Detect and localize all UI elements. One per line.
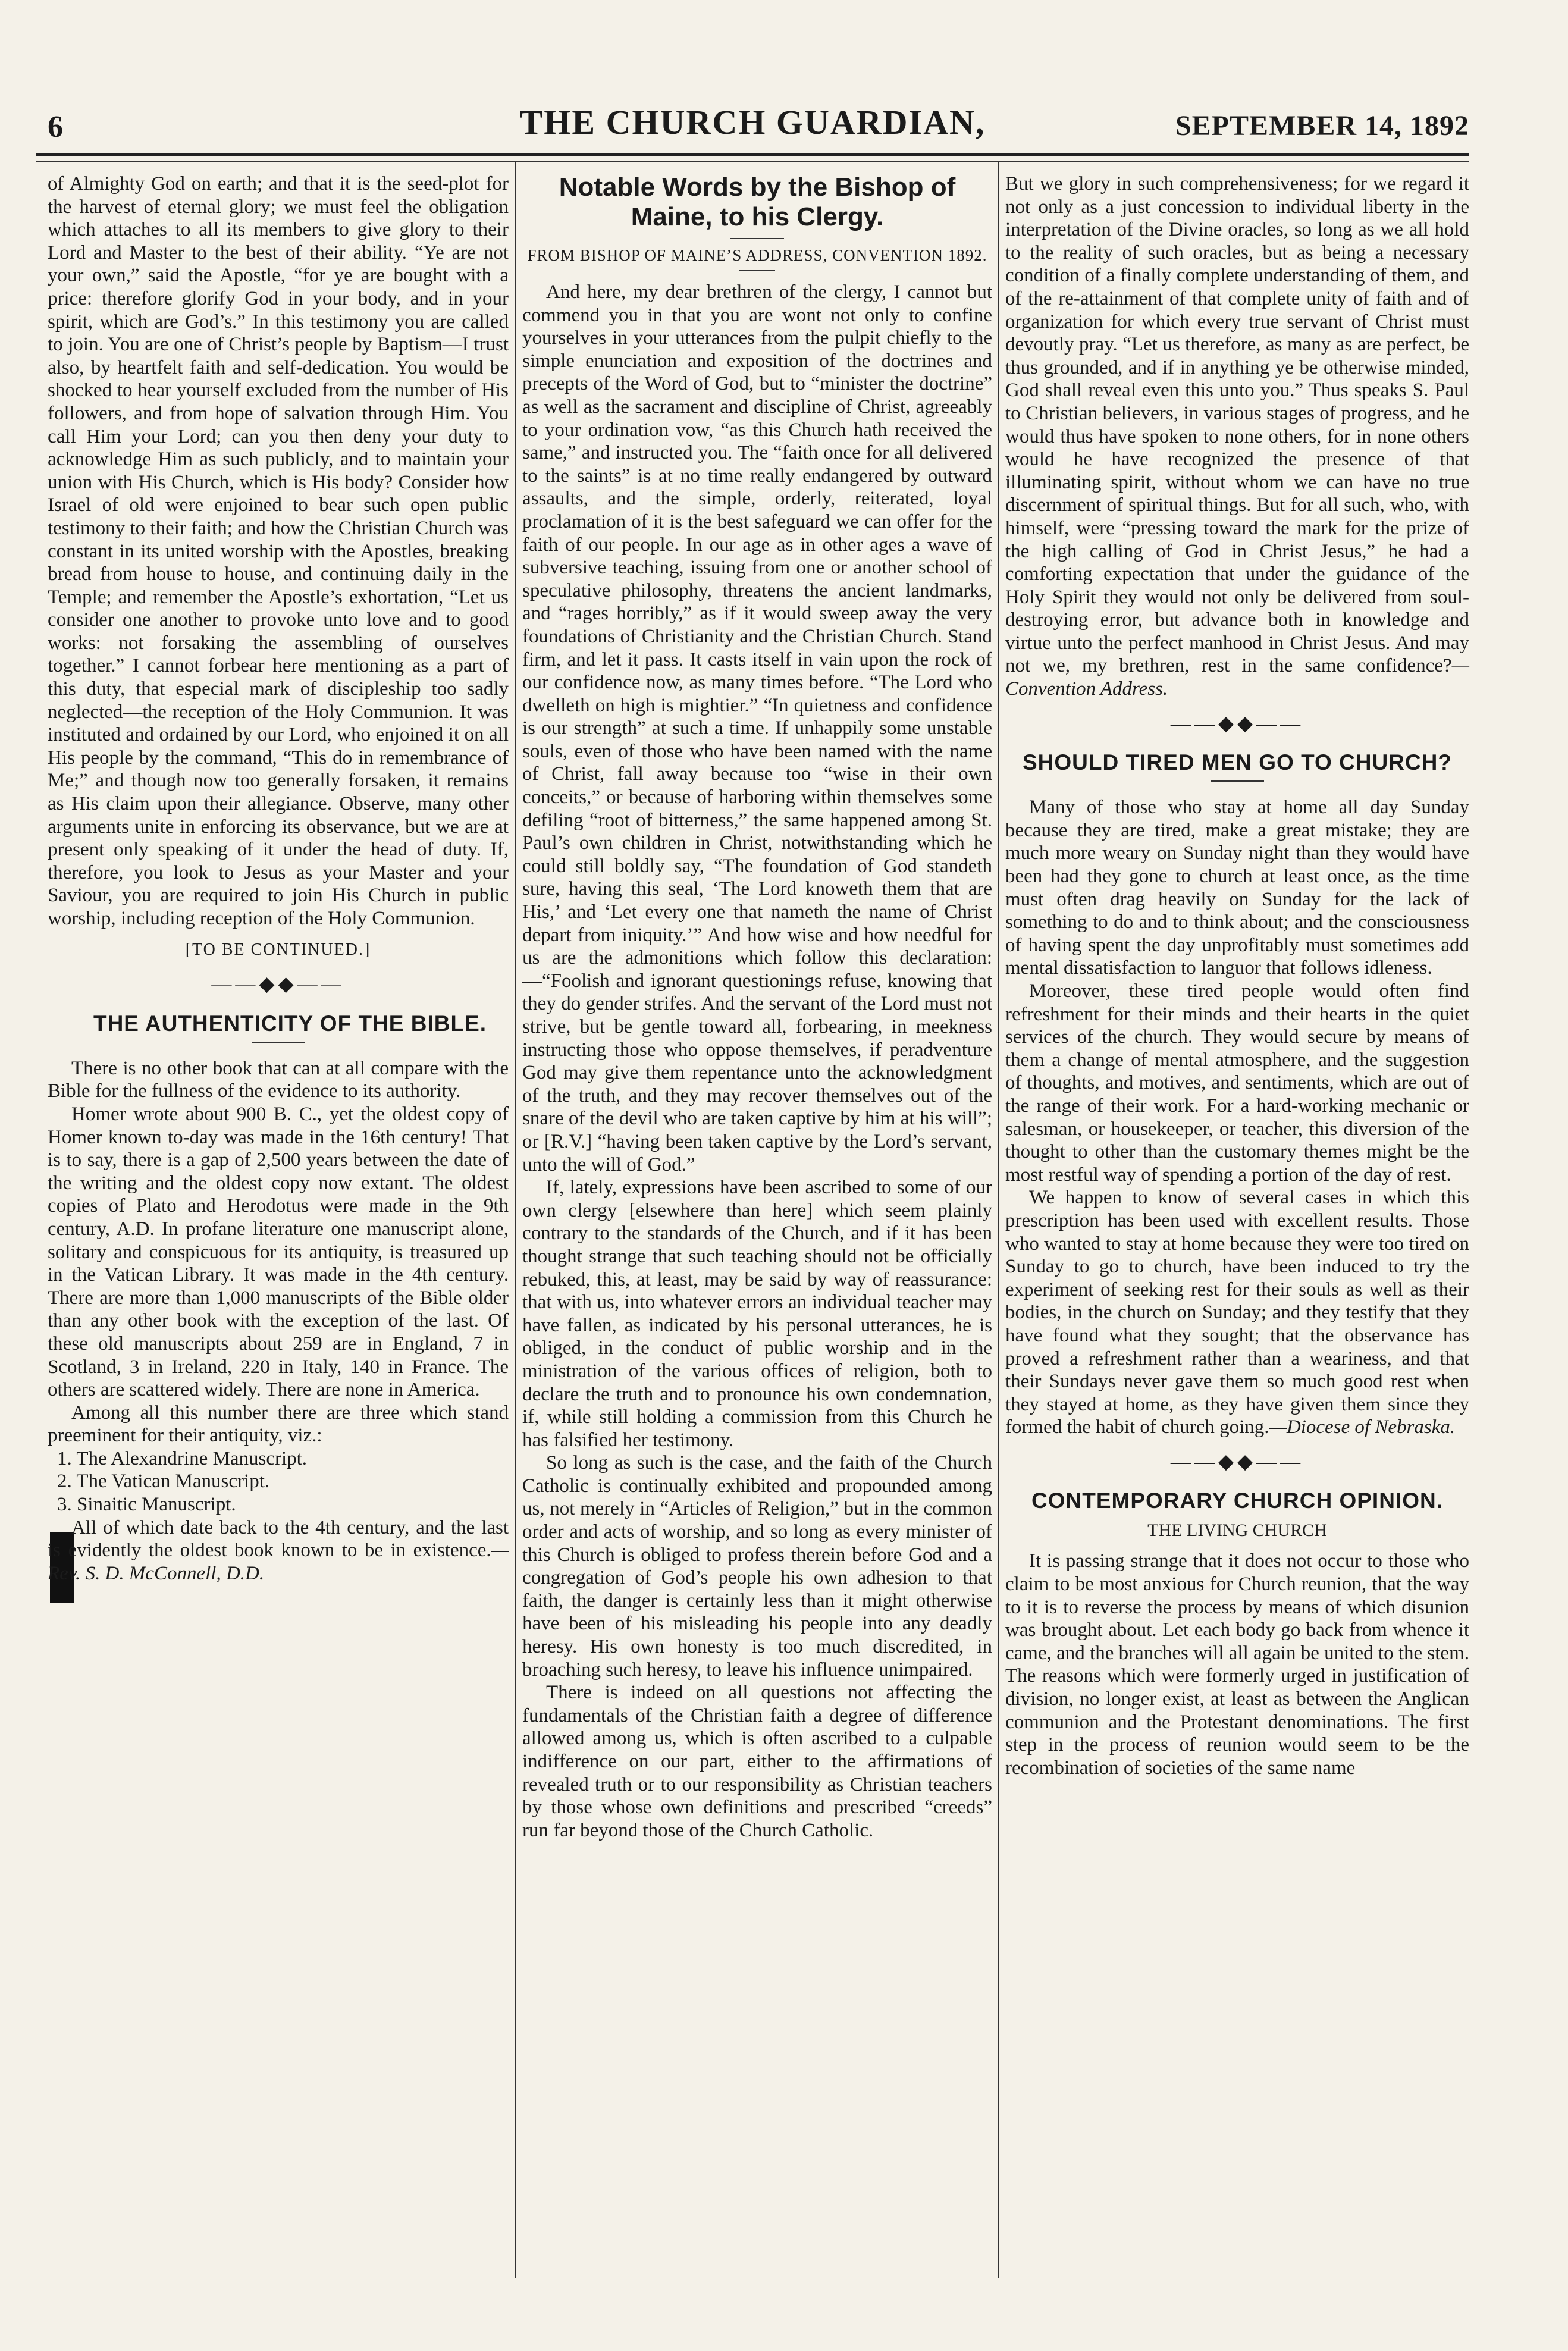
article-paragraph: Homer wrote about 900 B. C., yet the oldest copy of Homer known to-day was made in the 16th century! That is to say, there is a gap of 2,500 years between the date of the writing and the oldest copy now extant. The oldest copies of Plato and Herodotus were made in the 9th century, A.D. In profane literature one manuscript alone, solitary and conspicuous for its antiquity, is treasured up in the Vatican Library. It was made in the 4th century. There are more than 1,000 manuscripts of the Bible older than any other book with the exception of the last. Of these old manuscripts about 259 are in England, 7 in Scotland, 3 in Ireland, 220 in Italy, 140 in France. The others are scattered widely. There are none in America. <box>48 1103 509 1401</box>
column-3 <box>1005 173 1469 1779</box>
article-paragraph <box>48 1516 509 1585</box>
attribution: —Convention Address. <box>1005 655 1469 700</box>
article-paragraph: So long as such is the case, and the faith of the Church Catholic is continually exhibited and propounded among us, not merely in “Articles of Religion,” but in the common order and acts of worship, and so long as every minister of this Church is obliged to profess therein before God and a congregation of God’s people his own adhesion to that faith, the danger is certainly less than it might otherwise have been of his misleading his people into any deadly heresy. His own honesty is too much discredited, in broaching such heresy, to leave his influence unimpaired. <box>522 1452 992 1681</box>
column-2 <box>522 173 992 1842</box>
article-paragraph: There is no other book that can at all compare with the Bible for the fullness of the evidence to its authority. <box>48 1057 509 1102</box>
paragraph-text: But we glory in such comprehensiveness; for we regard it not only as a just concession to individual liberty in the interpretation of the Divine oracles, so long as we all hold to the reality of such oracles, but as being a necessary condition of a finally complete understanding of them, and of the re-attainment of that complete unity of faith and of organization for which every true servant of Christ must devoutly pray. “Let us therefore, as many as are perfect, be thus grounded, and if in anything ye be otherwise minded, God shall reveal even this unto you.” Thus speaks S. Paul to Christian believers, in various stages of progress, and he would thus have spoken to none others, for in none others would he have recognized the presence of that illuminating spirit, without whom we can have no true discernment of spiritual things. But for all such, who, with himself, were “pressing toward the mark for the prize of the high calling of God in Christ Jesus,” he had a comforting expectation that under the guidance of the Holy Spirit they would not only be delivered from soul-destroying error, but advance both in knowledge and virtue unto the perfect manhood in Christ Jesus. And may not we, my brethren, rest in the same confidence? <box>1005 173 1469 677</box>
article-paragraph: There is indeed on all questions not affecting the fundamentals of the Christian faith a degree of difference allowed among us, which is often ascribed to a culpable indifference on our part, either to the affirmations of revealed truth or to our responsibility as Christian teachers by those whose own definitions and prescribed “creeds” run far beyond those of the Church Catholic. <box>522 1682 992 1841</box>
paragraph-text: We happen to know of several cases in which this prescription has been used with excellent results. Those who wanted to stay at home because they were too tired on Sunday to go to church, have been induced to try the experiment of seeking rest for their souls as well as their bodies, in the church on Sunday; and they testify that they have found what they sought; that the observance has proved a refreshment rather than a weariness, and that their Sundays never gave them so much good rest when they stayed at home, as they have given them since they formed the habit of church going. <box>1005 1187 1469 1438</box>
section-ornament: ——◆◆—— <box>1170 712 1304 735</box>
heading-rule <box>252 1042 305 1043</box>
heading-rule <box>730 238 784 239</box>
article-paragraph: And here, my dear brethren of the clergy, I cannot but commend you in that you are wont not only to confine yourselves in your utterances from the pulpit chiefly to the simple enunciation and exposition of the doctrines and precepts of the Word of God, but to “minister the doctrine” as well as the sacrament and discipline of Christ, agreeably to your ordination vow, “as this Church hath received the same,” and instructed you. The “faith once for all delivered to the saints” is at no time really endangered by outward assaults, and the simple, orderly, reiterated, loyal proclamation of it is the best safeguard we can offer for the faith of our people. In our age as in other ages a wave of subversive teaching, issuing from one or another school of speculative philosophy, threatens the ancient landmarks, and “rages horribly,” as if it would sweep away the very foundations of Christianity and the Christian Church. Stand firm, and let it pass. It casts itself in vain upon the rock of our confidence now, as many times before. “The Lord who dwelleth on high is mightier.” “In quietness and confidence is our strength” at such a time. If unhappily some unstable souls, even of those who have been named with the name of Christ, fall away because too “wise in their own conceits,” or because of harboring within themselves some defiling “root of bitterness,” the same happened among St. Paul’s own children in Christ, notwithstanding which he could still boldly say, “The foundation of God standeth sure, having this seal, ‘The Lord knoweth them that are His,’ and ‘Let every one that nameth the name of Christ depart from iniquity.’” And how wise and how needful for us are the admonitions which follow this declaration:—“Foolish and ignorant questionings refuse, knowing that they do gender strifes. And the servant of the Lord must not strive, but be gentle toward all, forbearing, in meekness instructing those who oppose themselves, if peradventure God may give them repentance unto the acknowledgment of the truth, and they may recover themselves out of the snare of the devil who are taken captive by him at his will”; or [R.V.] “having been taken captive by the Lord’s servant, unto the will of God.” <box>522 281 992 1176</box>
section-ornament: ——◆◆—— <box>211 973 345 996</box>
article-heading: CONTEMPORARY CHURCH OPINION. <box>1031 1488 1443 1513</box>
continued-note: [TO BE CONTINUED.] <box>185 940 371 959</box>
list-item: 2. The Vatican Manuscript. <box>57 1471 270 1493</box>
article-paragraph: Many of those who stay at home all day Sunday because they are tired, make a great mistake; they are much more weary on Sunday night than they would have been had they gone to church at least once, as the time must often drag heavily on Sunday for the lack of something to do and to think about; and the consciousness of having spent the day unprofitably must sometimes add mental dissatisfaction to languor that follows idleness. <box>1005 797 1469 979</box>
paragraph-text: All of which date back to the 4th century, and the last is evidently the oldest book known to be in existence. <box>48 1516 509 1562</box>
list-item: 3. Sinaitic Manuscript. <box>57 1494 236 1516</box>
article-subheading: THE LIVING CHURCH <box>1147 1521 1327 1541</box>
article-paragraph: Among all this number there are three which stand preeminent for their antiquity, viz.: <box>48 1402 509 1447</box>
attribution: —Rev. S. D. McConnell, D.D. <box>48 1540 509 1584</box>
masthead <box>36 101 1469 152</box>
heading-rule <box>1211 780 1264 782</box>
section-ornament: ——◆◆—— <box>1170 1450 1304 1473</box>
article-heading: Notable Words by the Bishop of Maine, to his Clergy. <box>559 173 956 231</box>
column-1 <box>48 173 509 1585</box>
article-heading: THE AUTHENTICITY OF THE BIBLE. <box>93 1011 487 1036</box>
article-paragraph: If, lately, expressions have been ascribed to some of our own clergy [elsewhere than here] which seem plainly contrary to the standards of the Church, and if it has been thought strange that such teaching should not be officially rebuked, this, at least, may be said by way of reassurance: that with us, into whatever errors an individual teacher may have fallen, as indicated by his personal utterances, he is obliged, in the conduct of public worship and in the ministration of the various offices of religion, both to declare the truth and to pronounce his own condemnation, if, while still holding a commission from this Church he has falsified her testimony. <box>522 1177 992 1451</box>
article-paragraph: It is passing strange that it does not occur to those who claim to be most anxious for Church reunion, that the way to it is to reverse the process by means of which disunion was brought about. Let each body go back from whence it came, and the branches will all again be united to the stem. The reasons which were formerly urged in justification of division, no longer exist, at least as between the Anglican communion and the Protestant denominations. The first step in the process of reunion would seem to be the recombination of societies of the same name <box>1005 1550 1469 1779</box>
article-paragraph <box>1005 1186 1469 1439</box>
column-divider-2 <box>998 161 999 2278</box>
attribution: —Diocese of Nebraska. <box>1269 1416 1456 1438</box>
page-number: 6 <box>48 110 63 144</box>
article-paragraph: Moreover, these tired people would often find refreshment for their minds and their hearts in the quiet services of the church. They would secure by means of them a change of mental atmosphere, and the suggestion of thoughts, and motives, and sentiments, which are out of the range of their work. For a hard-working mechanic or salesman, or housekeeper, or teacher, this diversion of the thought to other than the customary themes might be the most restful way of spending a portion of the day of rest. <box>1005 980 1469 1186</box>
article-paragraph: of Almighty God on earth; and that it is the seed-plot for the harvest of eternal glory; we must feel the obligation which attaches to all its members to give glory to their Lord and Master to the best of their ability. “Ye are not your own,” said the Apostle, “for ye are bought with a price: therefore glorify God in your body, and in your spirit, which are God’s.” In this testimony you are called to join. You are one of Christ’s people by Baptism—I trust also, by heartfelt faith and self-dedication. You would be shocked to hear yourself excluded from the number of His followers, and from hope of salvation through Him. You call Him your Lord; can you then deny your duty to acknowledge Him as such publicly, and to maintain your union with His Church, which is His body? Consider how Israel of old were enjoined to bear such open public testimony to their faith; and how the Christian Church was constant in its united worship with the Apostles, breaking bread from house to house, and continuing daily in the Temple; and remember the Apostle’s exhortation, “Let us consider one another to provoke unto love and to good works: not forsaking the assembling of ourselves together.” I cannot forbear here mentioning as a part of this duty, that especial mark of discipleship too sadly neglected—the reception of the Holy Communion. It was instituted and ordained by our Lord, who enjoined it on all His people by the command, “This do in remembrance of Me;” and though now too generally forsaken, it remains as His claim upon their allegiance. Observe, many other arguments unite in enforcing its observance, but we are at present only speaking of it under the head of duty. If, therefore, you look to Jesus as your Master and your Saviour, you are required to join His Church in public worship, including reception of the Holy Communion. <box>48 173 509 929</box>
article-paragraph <box>1005 173 1469 701</box>
column-divider-1 <box>515 161 516 2278</box>
masthead-rule <box>36 153 1469 156</box>
article-heading: SHOULD TIRED MEN GO TO CHURCH? <box>1022 750 1453 775</box>
issue-date: SEPTEMBER 14, 1892 <box>1175 110 1469 142</box>
list-item: 1. The Alexandrine Manuscript. <box>57 1447 308 1469</box>
heading-rule <box>739 270 775 271</box>
masthead-rule-thin <box>36 161 1469 162</box>
article-subheading: FROM BISHOP OF MAINE’S ADDRESS, CONVENTION 1892. <box>527 246 987 264</box>
newspaper-title: THE CHURCH GUARDIAN, <box>519 103 986 142</box>
